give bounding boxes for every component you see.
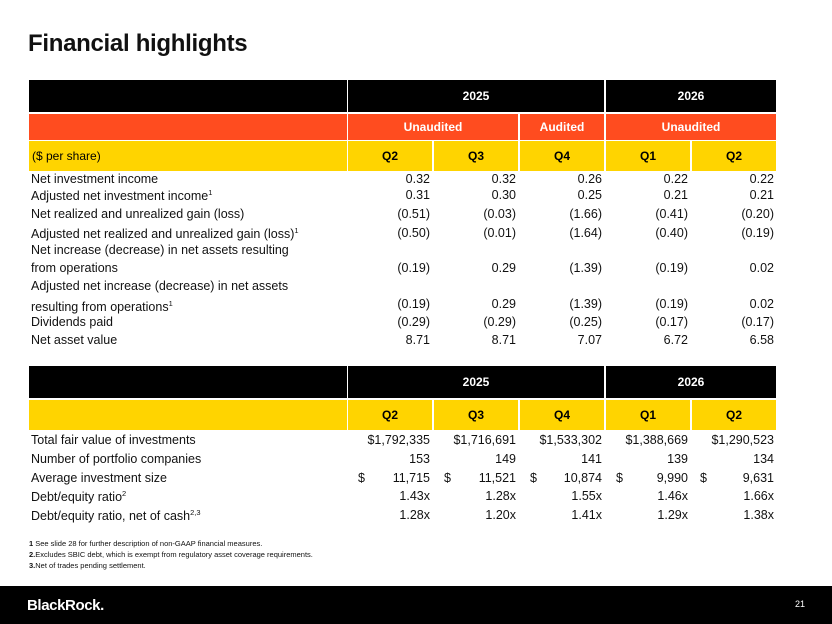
table1-year-2026-header: 2026 — [606, 80, 776, 112]
table1-cell: (0.19) — [655, 261, 688, 275]
table1-cell: (0.19) — [741, 226, 774, 240]
footnote-3: 3.Net of trades pending settlement. — [29, 561, 146, 570]
table1-cell: (0.50) — [397, 226, 430, 240]
table2-row-label — [31, 508, 201, 523]
table1-col-q3-2025: Q3 — [434, 141, 518, 171]
table1-cell: (1.66) — [569, 207, 602, 221]
table2-col-blank — [29, 400, 347, 430]
table2-cell: $1,716,691 — [453, 433, 516, 447]
table2-cell: $1,533,302 — [539, 433, 602, 447]
row-label-text: Number of portfolio companies — [31, 452, 202, 466]
footnote-2: 2.Excludes SBIC debt, which is exempt from regulatory asset coverage requirements. — [29, 550, 313, 559]
row-label-text: Net realized and unrealized gain (loss) — [31, 207, 245, 221]
row-label-text: Dividends paid — [31, 315, 113, 329]
table1-cell: (0.51) — [397, 207, 430, 221]
footnote-ref: 1 — [168, 299, 173, 308]
table1-cell: (1.64) — [569, 226, 602, 240]
table1-cell: (0.40) — [655, 226, 688, 240]
unit-label: ($ per share) — [29, 141, 347, 171]
row-label-text-line2: from operations — [31, 261, 118, 275]
table1-row-label — [31, 315, 113, 329]
table1-cell: (0.20) — [741, 207, 774, 221]
table1-cell: 0.31 — [405, 188, 430, 202]
table2-cell: 134 — [753, 452, 774, 466]
table2-col-q1-2026: Q1 — [606, 400, 690, 430]
table2-cell: 1.28x — [485, 489, 516, 503]
table2-cell: 11,521 — [478, 471, 516, 485]
table2-cell: $1,792,335 — [367, 433, 430, 447]
table1-row-label — [31, 188, 212, 203]
table1-cell: (1.39) — [569, 261, 602, 275]
table1-row-label — [31, 226, 299, 241]
table2-cell: 9,631 — [742, 471, 774, 485]
table1-cell: 8.71 — [405, 333, 430, 347]
table1-cell: 0.26 — [577, 172, 602, 186]
table1-cell: (0.19) — [397, 261, 430, 275]
table1-header-blank — [29, 80, 347, 112]
row-label-text: Debt/equity ratio — [31, 490, 123, 505]
table1-row-label — [31, 241, 289, 277]
blackrock-logo: BlackRock. — [27, 597, 104, 614]
row-label-text: Total fair value of investments — [31, 433, 196, 447]
table2-cell: 1.20x — [485, 508, 516, 522]
table1-cell: (0.03) — [483, 207, 516, 221]
table2-cell: 1.46x — [657, 489, 688, 503]
footnote-ref: 2 — [122, 489, 127, 498]
row-label-text: Average investment size — [31, 471, 167, 485]
status-unaudited-right: Unaudited — [606, 114, 776, 140]
table1-cell: 0.02 — [749, 261, 774, 275]
table1-cell: (0.01) — [483, 226, 516, 240]
footnote-ref: 1 — [294, 226, 299, 235]
table2-cell: $1,388,669 — [625, 433, 688, 447]
table2-row-label — [31, 489, 126, 504]
table2-cell: 139 — [667, 452, 688, 466]
table1-status-blank — [29, 114, 347, 140]
table1-col-q1-2026: Q1 — [606, 141, 690, 171]
table1-col-q2-2026: Q2 — [692, 141, 776, 171]
table1-cell: 7.07 — [577, 333, 602, 347]
table1-cell: 0.32 — [405, 172, 430, 186]
footnotes — [29, 538, 313, 571]
table2-cell: 1.41x — [571, 508, 602, 522]
table1-cell: (0.19) — [655, 297, 688, 311]
table1-cell: (0.25) — [569, 315, 602, 329]
table1-cell: 0.29 — [491, 261, 516, 275]
table1-cell: 8.71 — [491, 333, 516, 347]
row-label-text: Net asset value — [31, 333, 118, 347]
table1-cell: 0.22 — [663, 172, 688, 186]
row-label-text: Adjusted net increase (decrease) in net assets — [31, 279, 289, 293]
footer-bar — [0, 586, 832, 624]
table2-cell: 1.66x — [743, 489, 774, 503]
table1-cell: 6.58 — [749, 333, 774, 347]
table2-cell: 10,874 — [563, 471, 602, 485]
footnote-ref: 1 — [208, 188, 213, 197]
table1-row-label — [31, 277, 288, 316]
table2-col-q2-2025: Q2 — [348, 400, 432, 430]
table2-row-label — [31, 433, 196, 447]
table1-cell: 6.72 — [663, 333, 688, 347]
table2-col-q3-2025: Q3 — [434, 400, 518, 430]
table2-cell: 1.55x — [571, 489, 602, 503]
row-label-text: Net investment income — [31, 172, 159, 186]
table1-cell: (1.39) — [569, 297, 602, 311]
table1-year-2025-header: 2025 — [348, 80, 604, 112]
footnote-ref: 2,3 — [190, 508, 201, 517]
table1-cell: 0.30 — [491, 188, 516, 202]
table2-row-label — [31, 471, 167, 485]
page-number: 21 — [794, 599, 805, 609]
table2-cell: 9,990 — [656, 471, 688, 485]
table1-cell: (0.19) — [397, 297, 430, 311]
table2-cell: 1.29x — [657, 508, 688, 522]
row-label-text: Debt/equity ratio, net of cash — [31, 509, 191, 524]
table2-col-q4-2025: Q4 — [520, 400, 604, 430]
table1-cell: 0.29 — [491, 297, 516, 311]
status-audited: Audited — [520, 114, 604, 140]
table2-row-label — [31, 452, 201, 466]
table2-cell: 1.38x — [743, 508, 774, 522]
dollar-prefix: $ — [530, 471, 537, 485]
status-unaudited-left: Unaudited — [348, 114, 518, 140]
row-label-text: Net increase (decrease) in net assets resulting — [31, 243, 289, 257]
row-label-text: Adjusted net realized and unrealized gain (loss) — [31, 227, 295, 242]
table1-cell: 0.02 — [749, 297, 774, 311]
table1-cell: 0.21 — [663, 188, 688, 202]
table1-col-q4-2025: Q4 — [520, 141, 604, 171]
table1-row-label — [31, 172, 158, 186]
row-label-text-line2: resulting from operations — [31, 300, 169, 315]
dollar-prefix: $ — [616, 471, 623, 485]
table2-cell: 1.43x — [399, 489, 430, 503]
table1-row-label — [31, 207, 244, 221]
table1-cell: (0.17) — [741, 315, 774, 329]
footnote-1: 1 See slide 28 for further description of non-GAAP financial measures. — [29, 539, 263, 548]
table1-cell: (0.41) — [655, 207, 688, 221]
table2-cell: 141 — [581, 452, 602, 466]
table1-cell: 0.32 — [491, 172, 516, 186]
table2-cell: 153 — [409, 452, 430, 466]
page-title: Financial highlights — [28, 30, 248, 57]
table1-cell: 0.22 — [749, 172, 774, 186]
table1-row-label — [31, 333, 117, 347]
table2-cell: 11,715 — [392, 471, 430, 485]
table1-cell: 0.21 — [749, 188, 774, 202]
table1-cell: (0.29) — [397, 315, 430, 329]
dollar-prefix: $ — [358, 471, 365, 485]
table1-cell: (0.29) — [483, 315, 516, 329]
table1-col-q2-2025: Q2 — [348, 141, 432, 171]
table2-col-q2-2026: Q2 — [692, 400, 776, 430]
table2-year-2026-header: 2026 — [606, 366, 776, 398]
table2-year-2025-header: 2025 — [348, 366, 604, 398]
dollar-prefix: $ — [444, 471, 451, 485]
table2-cell: $1,290,523 — [711, 433, 774, 447]
table2-cell: 149 — [495, 452, 516, 466]
table2-cell: 1.28x — [399, 508, 430, 522]
row-label-text: Adjusted net investment income — [31, 189, 209, 204]
table2-header-blank — [29, 366, 347, 398]
table1-cell: (0.17) — [655, 315, 688, 329]
dollar-prefix: $ — [700, 471, 707, 485]
table1-cell: 0.25 — [577, 188, 602, 202]
